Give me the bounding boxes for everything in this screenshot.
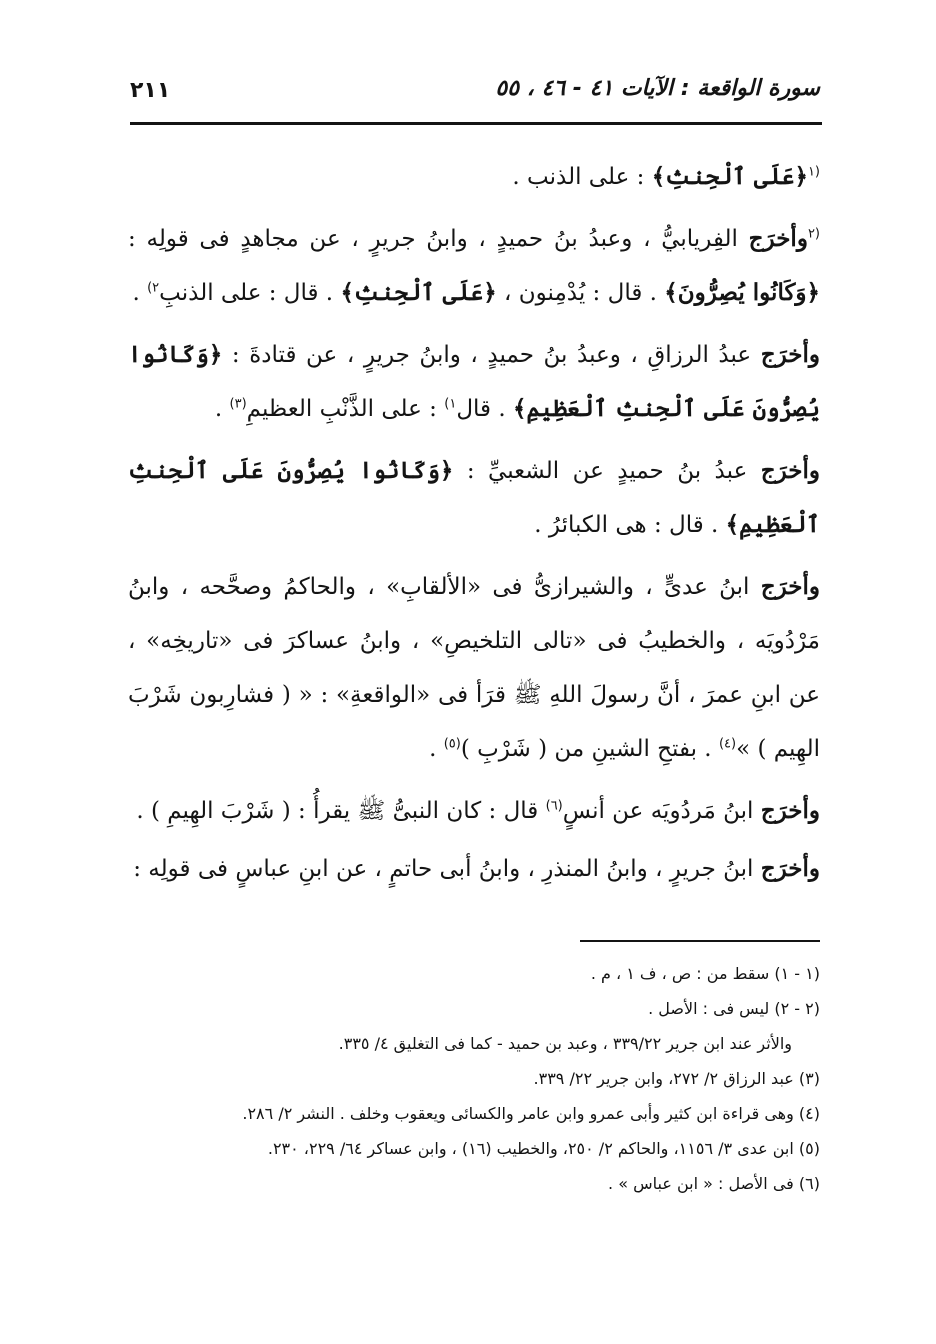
paragraph-text: . قال : هى الكبائرُ . (534, 512, 726, 538)
footnotes (128, 956, 820, 1201)
paragraph-text: ابنُ عدىٍّ ، والشيرازىُّ فى «الألقابِ» ، والحاكمُ وصحَّحه ، وابنُ مَرْدُويَه ، والخطيبُ فى «تالى التلخيصِ» ، وابنُ عساكرَ فى «تاريخِه» ، عن ابنِ عمرَ ، أنَّ رسولَ اللهِ ﷺ قرَأ فى «الواقعةِ» : « ( فشارِبون شَرْبَ الهِيم ) » (128, 574, 820, 762)
paragraph-text: عبدُ الرزاقِ ، وعبدُ بنُ حميدٍ ، وابنُ جريرٍ ، عن قتادةَ : (222, 342, 761, 368)
header-rule (130, 122, 822, 125)
paragraph-text: : على الذنب . (512, 164, 652, 190)
footnote-item: (٥) ابن عدى ٣/ ١١٥٦، والحاكم ٢/ ٢٥٠، والخطيب (١٦) ، وابن عساكر ٦٤/ ٢٢٩، ٢٣٠. (267, 1139, 820, 1158)
paragraph-text: . بفتحِ الشينِ من ( شَرْبِ ) (460, 736, 719, 762)
footnote-marker: ٢) (147, 280, 160, 296)
footnote-item: (٦) فى الأصل : « ابن عباس » . (608, 1174, 820, 1193)
paragraph-2 (128, 212, 820, 320)
paragraph-6 (128, 784, 820, 838)
paragraph-text: . قال (456, 396, 513, 422)
paragraph-text: الفِريابيُّ ، وعبدُ بنُ حميدٍ ، وابنُ جريرٍ ، عن مجاهدٍ فى قولِه : (128, 226, 749, 252)
paragraph-text: . (214, 396, 230, 422)
quran-quote: ﴿وَكَانُوا يُصِرُّونَ عَلَى ٱلْحِنثِ ٱلْعَظِيمِ﴾ (128, 457, 820, 538)
page-number: ٢١١ (130, 78, 171, 103)
footnote-item: (٤) وهى قراءة ابن كثير وأبى عمرو وابن عامر والكسائى ويعقوب وخلف . النشر ٢/ ٢٨٦. (242, 1104, 820, 1123)
footnote-item: (٣) عبد الرزاق ٢/ ٢٧٢، وابن جرير ٢٢/ ٣٣٩. (533, 1069, 820, 1088)
lead-word: وأخرَج (760, 457, 820, 484)
paragraph-text: . (132, 280, 148, 306)
quran-quote: ﴿عَلَى ٱلْحِنثِ﴾ (340, 279, 497, 306)
footnote-marker: (٤) (718, 736, 737, 752)
lead-word: وأخرَج (760, 855, 820, 882)
running-header (130, 70, 820, 120)
footnote-item: (١ - ١) سقط من : ص ، ف ١ ، م . (590, 964, 820, 983)
lead-word: وأخرَج (760, 341, 820, 368)
quran-quote: ﴿وَكَانُوا يُصِرُّونَ عَلَى ٱلْحِنثِ ٱلْعَظِيمِ﴾ (128, 341, 820, 422)
paragraph-text: ابنُ مَردُويَه عن أنسٍ (562, 798, 761, 824)
header-title: سورة الواقعة : الآيات ٤١ - ٤٦ ، ٥٥ (495, 76, 820, 101)
paragraph-text: عبدُ بنُ حميدٍ عن الشعبيِّ : (453, 458, 761, 484)
paragraph-text: ابنُ جريرٍ ، وابنُ المنذرِ ، وابنُ أبى حاتمٍ ، عن ابنِ عباسٍ فى قولِه : (133, 856, 761, 882)
paragraph-text: . قال : يُدْمِنون ، (496, 280, 665, 306)
footnote-marker: ١) (444, 396, 457, 412)
footnote-marker: (١ (807, 164, 820, 180)
paragraph-5 (128, 560, 820, 776)
footnote-item: والأثر عند ابن جرير ٣٣٩/٢٢ ، وعبد بن حميد - كما فى التغليق ٤/ ٣٣٥. (338, 1034, 792, 1053)
main-text (128, 150, 820, 904)
footnote-marker: (٣) (229, 396, 247, 412)
paragraph-1 (128, 150, 820, 204)
footnote-item: (٢ - ٢) ليس فى : الأصل . (648, 999, 820, 1018)
footnote-marker: (٢ (807, 226, 820, 242)
quran-quote: ﴿عَلَى ٱلْحِنثِ﴾ (651, 163, 808, 190)
paragraph-text: قال : كان النبىُّ ﷺ يقرأُ : ( شَرْبَ الهِيمِ ) . (136, 798, 546, 824)
footnote-marker: (٥) (443, 736, 461, 752)
paragraph-text: : على الذَّنْبِ العظيمِ (246, 396, 445, 422)
paragraph-text: . (429, 736, 444, 762)
paragraph-4 (128, 444, 820, 552)
lead-word: وأخرَج (760, 797, 820, 824)
lead-word: وأخرَج (748, 225, 808, 252)
footnote-rule (580, 940, 820, 942)
quran-quote: ﴿وَكَانُوا يُصِرُّونَ﴾ (664, 279, 820, 306)
paragraph-3 (128, 328, 820, 436)
paragraph-text: . قال : على الذنبِ (159, 280, 341, 306)
footnote-marker: (٦) (545, 798, 563, 814)
paragraph-7 (128, 842, 820, 896)
lead-word: وأخرَج (760, 573, 820, 600)
